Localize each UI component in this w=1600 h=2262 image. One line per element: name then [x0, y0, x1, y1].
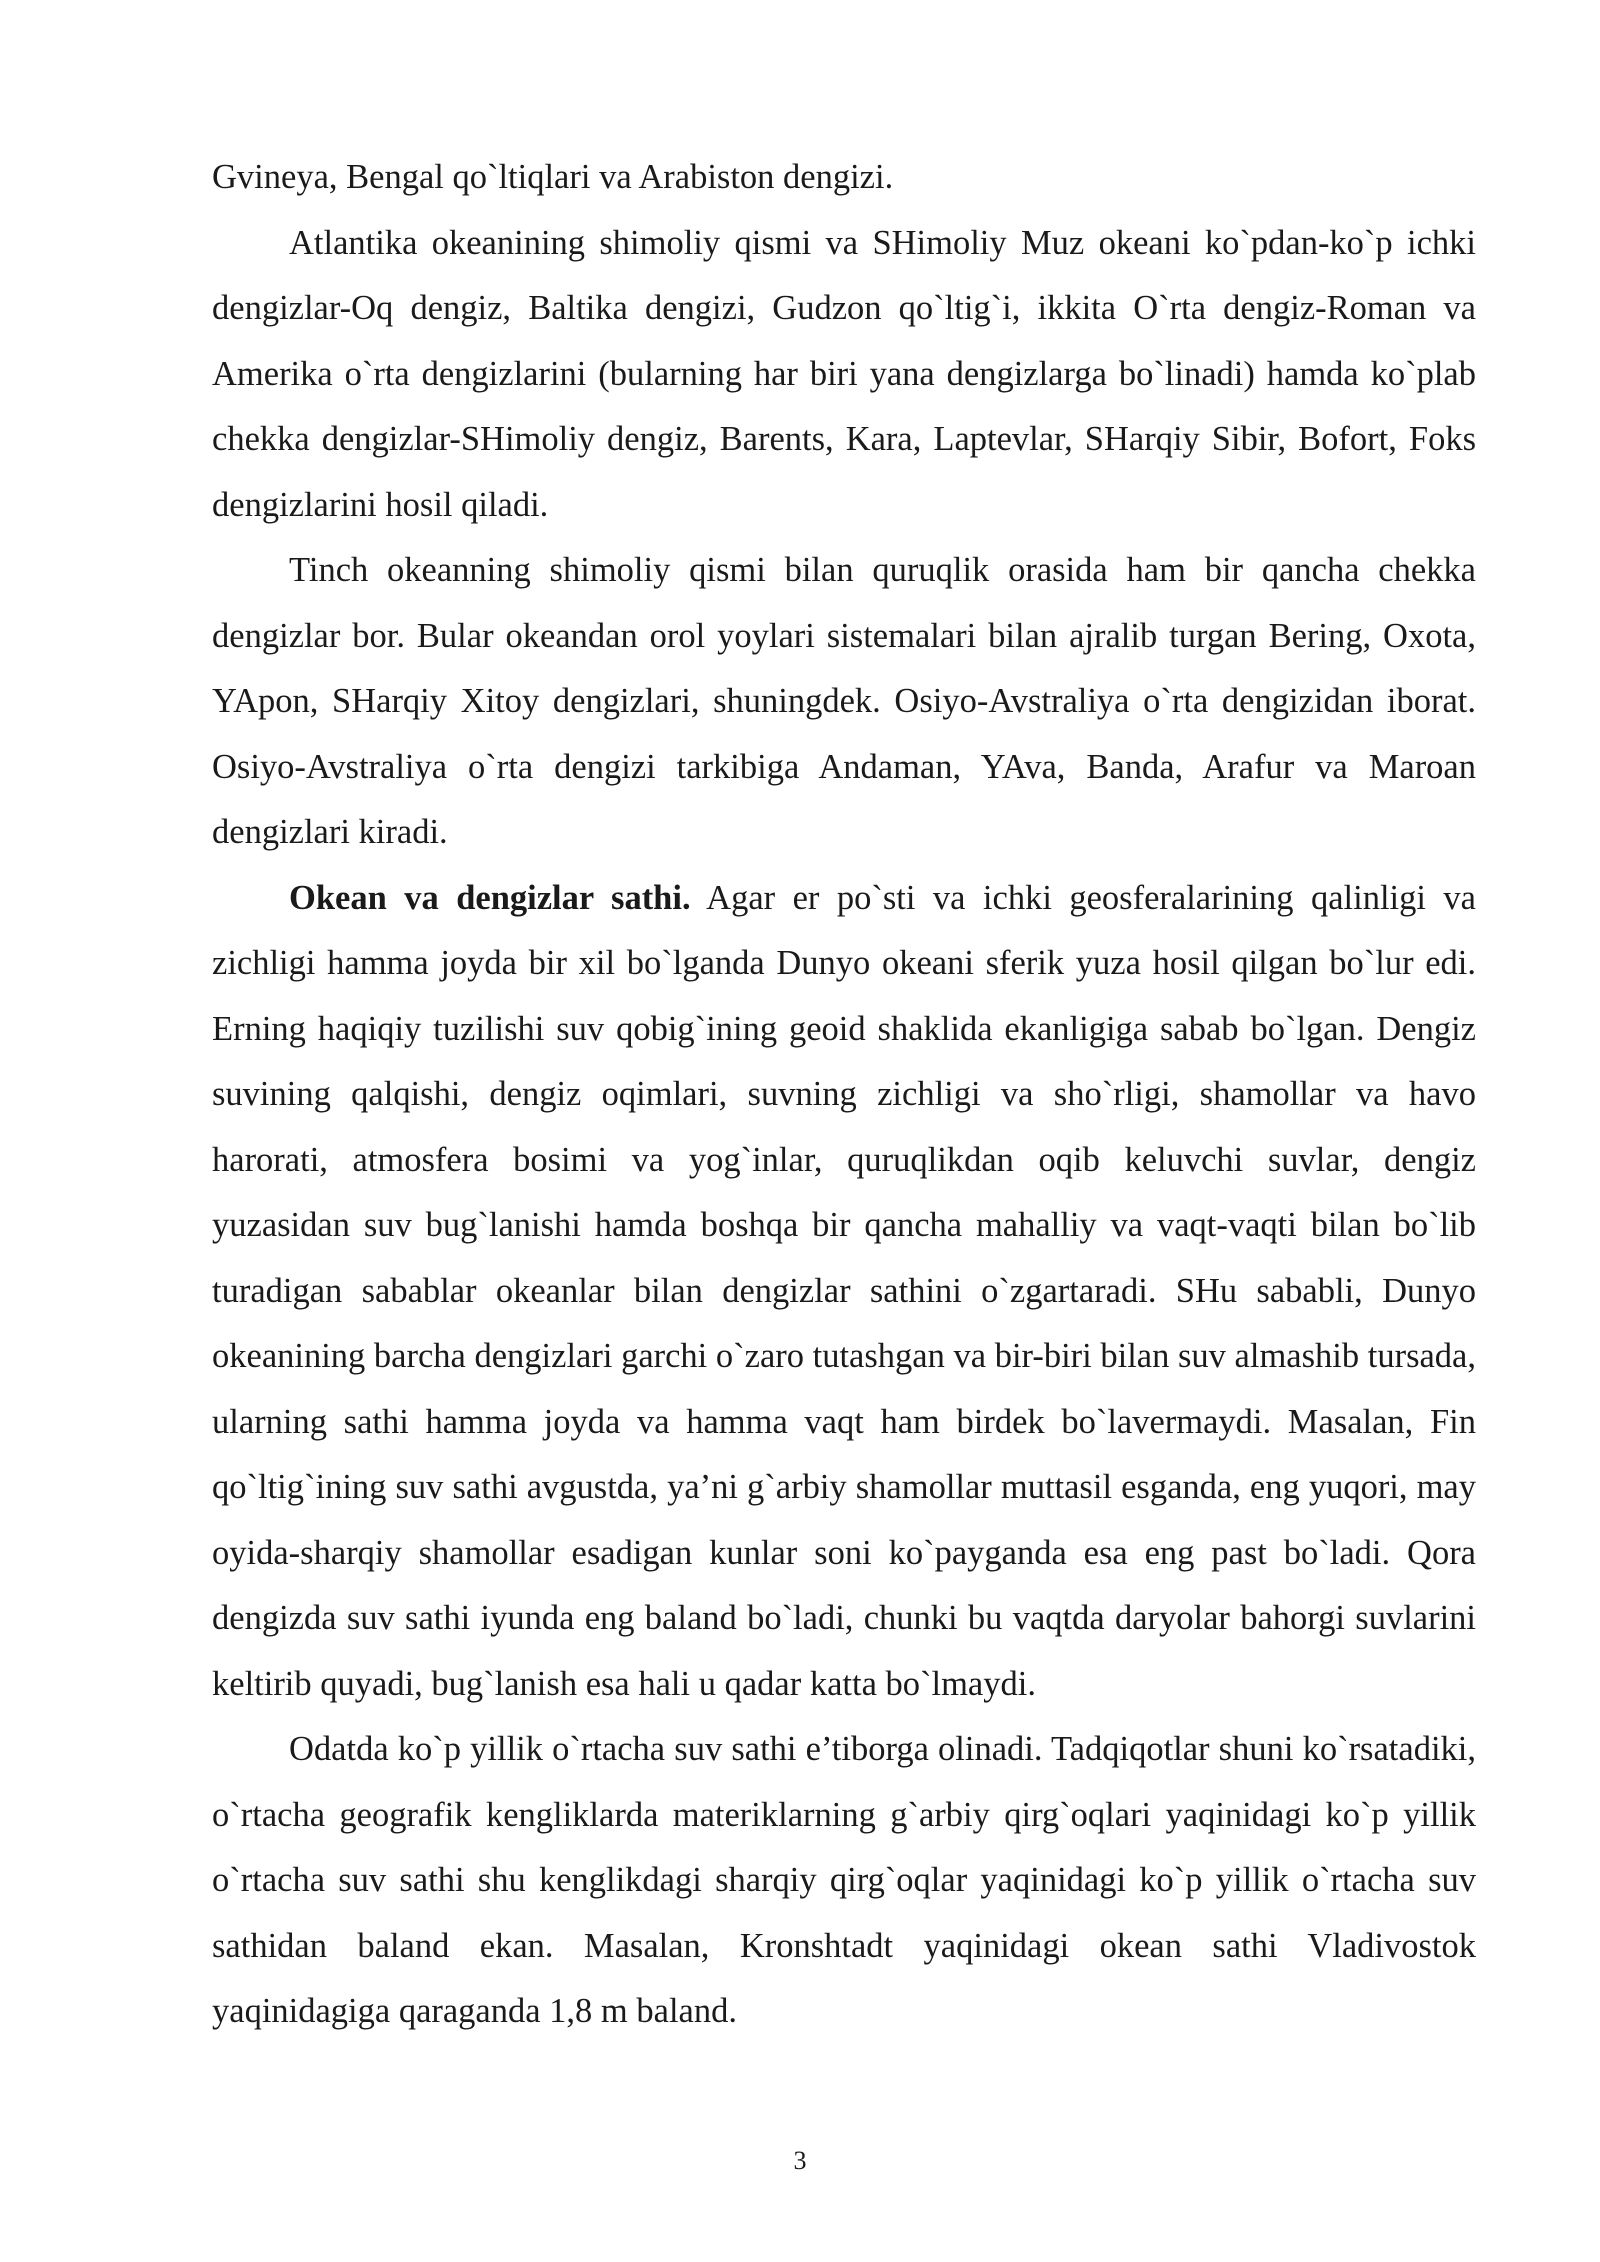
paragraph-sea-level — [212, 866, 1476, 1718]
paragraph-text: Agar er po`sti va ichki geosferalarining qalinligi va zichligi hamma joyda bir xil bo`lganda Dunyo okeani sferik yuza hosil qilgan bo`lur edi. Erning haqiqiy tuzilishi suv qobig`ining geoid shaklida ekanligiga sabab bo`lgan. Dengiz suvining qalqishi, dengiz oqimlari, suvning zichligi va sho`rligi, shamollar va havo harorati, atmosfera bosimi va yog`inlar, quruqlikdan oqib keluvchi suvlar, dengiz yuzasidan suv bug`lanishi hamda boshqa bir qancha mahalliy va vaqt-vaqti bilan bo`lib turadigan sabablar okeanlar bilan dengizlar sathini o`zgartaradi. SHu sababli, Dunyo okeanining barcha dengizlari garchi o`zaro tutashgan va bir-biri bilan suv almashib tursada, ularning sathi hamma joyda va hamma vaqt ham birdek bo`lavermaydi. Masalan, Fin qo`ltig`ining suv sathi avgustda, ya’ni g`arbiy shamollar muttasil esganda, eng yuqori, may oyida-sharqiy shamollar esadigan kunlar soni ko`payganda esa eng past bo`ladi. Qora dengizda suv sathi iyunda eng baland bo`ladi, chunki bu vaqtda daryolar bahorgi suvlarini keltirib quyadi, bug`lanish esa hali u qadar katta bo`lmaydi. — [212, 878, 1476, 1703]
paragraph-text: Tinch okeanning shimoliy qismi bilan quruqlik orasida ham bir qancha chekka dengizlar bor. Bular okeandan orol yoylari sistemalari bilan ajralib turgan Bering, Oxota, YApon, SHarqiy Xitoy dengizlari, shuningdek. Osiyo-Avstraliya o`rta dengizidan iborat. Osiyo-Avstraliya o`rta dengizi tarkibiga Andaman, YAva, Banda, Arafur va Maroan dengizlari kiradi. — [212, 551, 1476, 851]
paragraph-atlantic-seas — [212, 211, 1476, 539]
paragraph-text: Odatda ko`p yillik o`rtacha suv sathi e’tiborga olinadi. Tadqiqotlar shuni ko`rsatadiki, o`rtacha geografik kengliklarda materiklarning g`arbiy qirg`oqlari yaqinidagi ko`p yillik o`rtacha suv sathi shu kenglikdagi sharqiy qirg`oqlar yaqinidagi ko`p yillik o`rtacha suv sathidan baland ekan. Masalan, Kronshtadt yaqinidagi okean sathi Vladivostok yaqinidagiga qaraganda 1,8 m baland. — [212, 1730, 1476, 2030]
paragraph-text: Atlantika okeanining shimoliy qismi va SHimoliy Muz okeani ko`pdan-ko`p ichki dengizlar-Oq dengiz, Baltika dengizi, Gudzon qo`ltig`i, ikkita O`rta dengiz-Roman va Amerika o`rta dengizlarini (bularning har biri yana dengizlarga bo`linadi) hamda ko`plab chekka dengizlar-SHimoliy dengiz, Barents, Kara, Laptevlar, SHarqiy Sibir, Bofort, Foks dengizlarini hosil qiladi. — [212, 223, 1476, 524]
paragraph-text: Gvineya, Bengal qo`ltiqlari va Arabiston dengizi. — [212, 158, 894, 196]
paragraph-pacific-seas — [212, 538, 1476, 866]
paragraph-mean-level — [212, 1717, 1476, 2045]
paragraph-continuation — [212, 145, 1476, 211]
page-number: 3 — [793, 2146, 807, 2175]
document-page — [212, 145, 1476, 2045]
section-heading: Okean va dengizlar sathi. — [289, 878, 691, 917]
